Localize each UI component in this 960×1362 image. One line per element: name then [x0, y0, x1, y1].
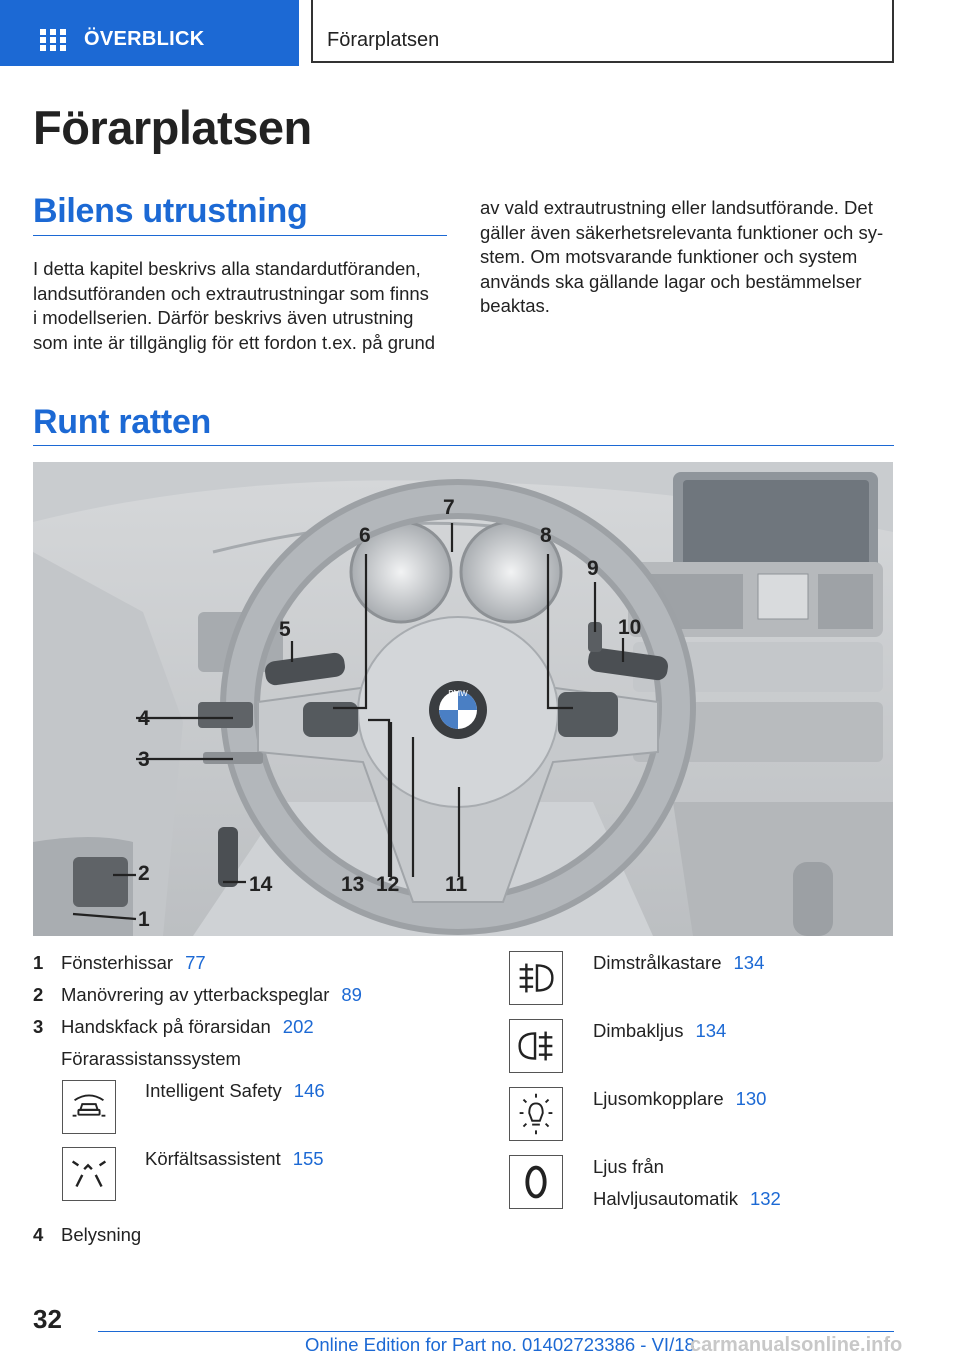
- grid-icon: [40, 29, 67, 51]
- page-reference-link[interactable]: 130: [735, 1088, 767, 1109]
- lane-departure-icon: [62, 1147, 116, 1201]
- light-switch-icon: [509, 1087, 563, 1141]
- front-fog-light-icon: [509, 951, 563, 1005]
- page-reference-link[interactable]: 89: [341, 984, 362, 1005]
- callout-13: 13: [341, 873, 365, 896]
- callout-7: 7: [443, 496, 455, 519]
- page-reference-link[interactable]: 132: [749, 1188, 781, 1209]
- callout-8: 8: [540, 524, 552, 547]
- footer-rule: [98, 1331, 894, 1332]
- watermark: carmanualsonline.info: [690, 1334, 903, 1356]
- callout-4: 4: [138, 707, 150, 730]
- legend-item: Ljus från: [593, 1156, 664, 1177]
- callout-1: 1: [138, 908, 150, 931]
- page-reference-link[interactable]: 155: [292, 1148, 324, 1169]
- legend-item: Dimstrålkastare 134: [593, 952, 765, 973]
- section-heading-equipment: Bilens utrustning: [33, 192, 308, 230]
- page-reference-link[interactable]: 146: [293, 1080, 325, 1101]
- heading-rule: [33, 235, 447, 236]
- section-tab[interactable]: [311, 0, 894, 63]
- rear-fog-light-icon: [509, 1019, 563, 1073]
- legend-item: Dimbakljus 134: [593, 1020, 727, 1041]
- top-navigation: [0, 0, 960, 66]
- page-reference-link[interactable]: 77: [185, 952, 206, 973]
- legend-item: Ljusomkopplare 130: [593, 1088, 767, 1109]
- heading-rule: [33, 445, 894, 446]
- section-heading-steering: Runt ratten: [33, 403, 212, 441]
- svg-text:BMW: BMW: [448, 689, 468, 698]
- callout-2: 2: [138, 862, 150, 885]
- callout-9: 9: [587, 557, 599, 580]
- legend-item: Halvljusautomatik 132: [593, 1188, 781, 1209]
- section-tab-label: Förarplatsen: [327, 29, 440, 51]
- collision-warning-icon: [62, 1080, 116, 1134]
- callout-11: 11: [445, 873, 468, 896]
- overview-tab-label: ÖVERBLICK: [84, 28, 205, 50]
- page-reference-link[interactable]: 202: [282, 1016, 314, 1037]
- footer-edition: Online Edition for Part no. 01402723386 - VI/18: [305, 1334, 695, 1355]
- page-number: 32: [33, 1304, 62, 1334]
- zero-icon: [509, 1155, 563, 1209]
- page-title: Förarplatsen: [33, 101, 312, 154]
- cockpit-illustration: [33, 462, 893, 936]
- legend-item: Körfältsassistent 155: [145, 1148, 324, 1169]
- callout-14: 14: [249, 873, 273, 896]
- callout-3: 3: [138, 748, 150, 771]
- page-reference-link[interactable]: 134: [733, 952, 765, 973]
- page-reference-link[interactable]: 134: [695, 1020, 727, 1041]
- callout-5: 5: [279, 618, 291, 641]
- legend-item: Intelligent Safety 146: [145, 1080, 325, 1101]
- callout-6: 6: [359, 524, 371, 547]
- overview-tab[interactable]: [0, 0, 299, 66]
- callout-10: 10: [618, 616, 642, 639]
- intro-paragraph-right: av vald extrautrustning eller landsutförande. Det gäller även säkerhetsrelevanta funktioner och sy‐ stem. Om motsvarande funktioner och system används ska gällande lagar och bestämmelser beaktas.: [480, 197, 884, 316]
- intro-paragraph-left: I detta kapitel beskrivs alla standardutföranden, landsutföranden och extrautrustningar som finns i modellserien. Därför beskrivs även utrustning som inte är tillgänglig för ett fordon t.ex. på grund: [33, 258, 436, 353]
- callout-12: 12: [376, 873, 400, 896]
